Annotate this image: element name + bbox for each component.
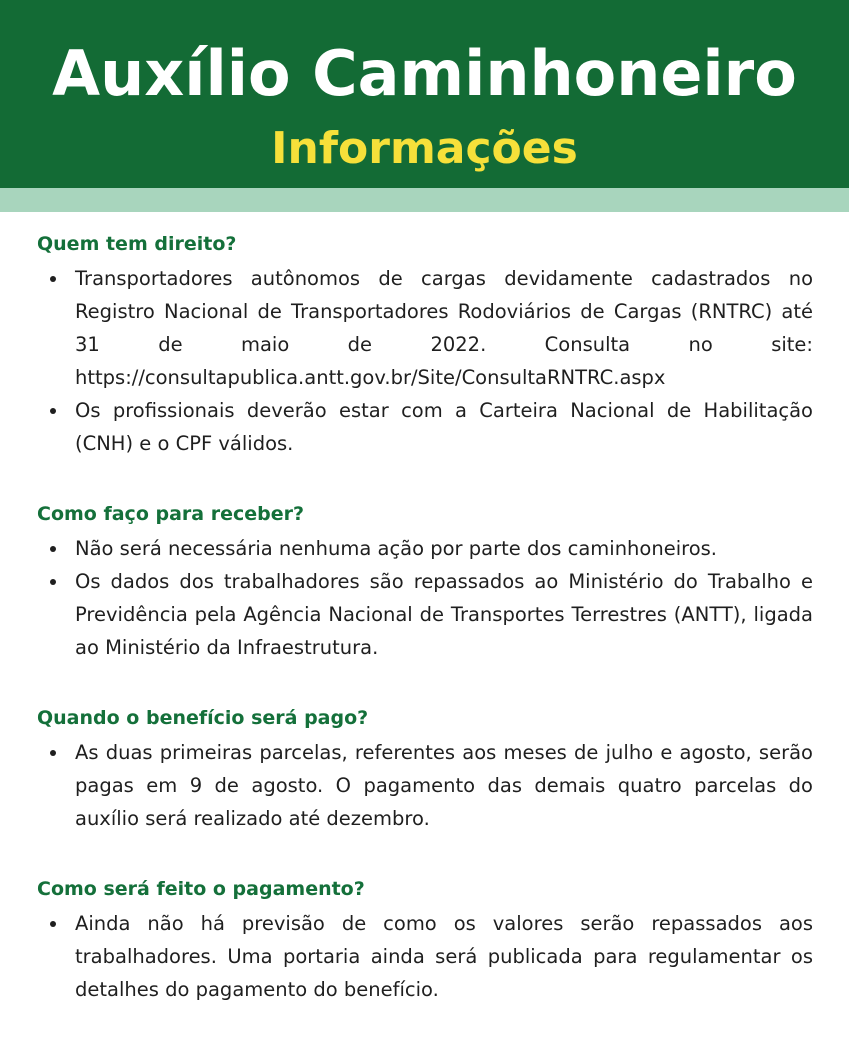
accent-strip [0,188,849,212]
bullet-icon [50,921,56,927]
section-heading: Como será feito o pagamento? [37,878,365,900]
list-item-text: Ainda não há previsão de como os valores serão repassados aos trabalhadores. Uma portaria ainda será publicada para regulamentar os detalhes do pagamento do benefício. [75,912,813,1001]
list-item-text: Transportadores autônomos de cargas devidamente cadastrados no Registro Nacional de Transportadores Rodoviários de Cargas (RNTRC) até 31 de maio de 2022. Consulta no site: https://consultapublica.antt.gov.br/Site/ConsultaRNTRC.aspx [75,267,813,389]
section-heading: Como faço para receber? [37,503,304,525]
bullet-icon [50,579,56,585]
section-heading: Quem tem direito? [37,233,237,255]
list-item-text: Os dados dos trabalhadores são repassados ao Ministério do Trabalho e Previdência pela Agência Nacional de Transportes Terrestres (ANTT), ligada ao Ministério da Infraestrutura. [75,570,813,659]
section-heading: Quando o benefício será pago? [37,707,369,729]
list-item [37,532,813,565]
bullet-icon [50,408,56,414]
bullet-list [37,262,813,460]
list-item-text: As duas primeiras parcelas, referentes aos meses de julho e agosto, serão pagas em 9 de agosto. O pagamento das demais quatro parcelas do auxílio será realizado até dezembro. [75,741,813,830]
page-subtitle: Informações [271,123,578,174]
section-payment-date [37,703,813,835]
bullet-list [37,736,813,835]
bullet-icon [50,546,56,552]
header-banner [0,0,849,188]
section-eligibility [37,229,813,460]
list-item [37,394,813,460]
section-how-to-receive [37,499,813,664]
bullet-icon [50,750,56,756]
list-item-text: Os profissionais deverão estar com a Carteira Nacional de Habilitação (CNH) e o CPF válidos. [75,399,813,455]
list-item [37,907,813,1006]
list-item [37,262,813,394]
bullet-icon [50,276,56,282]
bullet-list [37,532,813,664]
section-payment-method [37,874,813,1006]
content-area [37,229,813,1045]
list-item [37,565,813,664]
list-item-text: Não será necessária nenhuma ação por parte dos caminhoneiros. [75,537,717,560]
list-item [37,736,813,835]
bullet-list [37,907,813,1006]
page-title: Auxílio Caminhoneiro [52,37,797,110]
